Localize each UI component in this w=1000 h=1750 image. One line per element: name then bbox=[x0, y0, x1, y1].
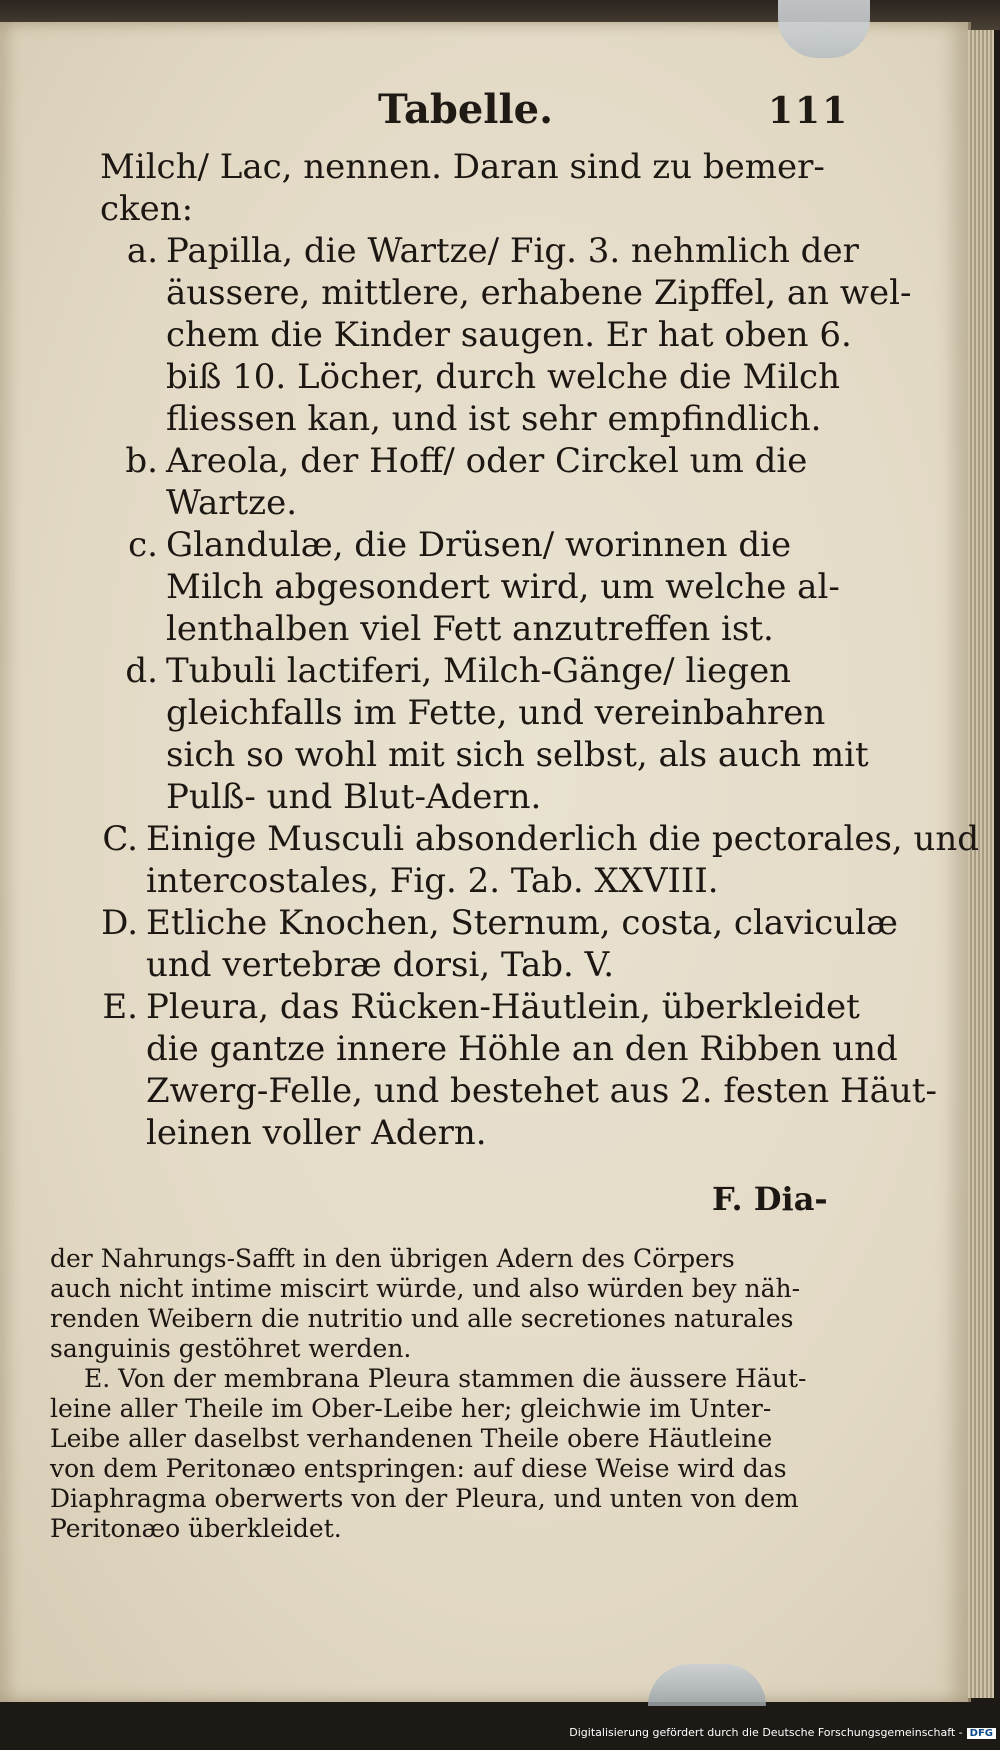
list-item-C bbox=[88, 818, 980, 902]
page-number: 111 bbox=[768, 90, 850, 132]
item-label: c. bbox=[128, 525, 158, 565]
text-line: biß 10. Löcher, durch welche die Milch bbox=[166, 357, 840, 397]
footnote-line: Leibe aller daselbst verhandenen Theile obere Häutleine bbox=[50, 1424, 773, 1453]
item-label: E. bbox=[102, 987, 138, 1027]
text-line: intercostales, Fig. 2. Tab. XXVIII. bbox=[146, 861, 719, 901]
footnote-line: renden Weibern die nutritio und alle secretiones naturales bbox=[50, 1304, 794, 1333]
text-line: Pleura, das Rücken-Häutlein, überkleidet bbox=[146, 987, 860, 1027]
footnote-line: leine aller Theile im Ober-Leibe her; gleichwie im Unter- bbox=[50, 1394, 772, 1423]
item-label: D. bbox=[101, 903, 138, 943]
item-body bbox=[166, 650, 869, 818]
text-line: Areola, der Hoff/ oder Circkel um die bbox=[166, 441, 808, 481]
list-item-D bbox=[88, 902, 898, 986]
text-line: sich so wohl mit sich selbst, als auch mit bbox=[166, 735, 869, 775]
text-line: Milch abgesondert wird, um welche al- bbox=[166, 567, 840, 607]
text-line: Pulß- und Blut-Adern. bbox=[166, 777, 542, 817]
text-line: Etliche Knochen, Sternum, costa, claviculæ bbox=[146, 903, 898, 943]
footnote-line: von dem Peritonæo entspringen: auf diese Weise wird das bbox=[50, 1454, 787, 1483]
item-body bbox=[146, 818, 979, 902]
footnote-line: Peritonæo überkleidet. bbox=[50, 1514, 342, 1543]
catchword: F. Dia- bbox=[712, 1180, 828, 1218]
digitization-credit bbox=[0, 1726, 996, 1739]
item-body bbox=[146, 986, 937, 1154]
list-item-d bbox=[100, 650, 869, 818]
text-line: Einige Musculi absonderlich die pectorales, und bbox=[146, 819, 980, 859]
text-line: Tubuli lactiferi, Milch-Gänge/ liegen bbox=[166, 651, 792, 691]
item-label: d. bbox=[125, 651, 158, 691]
text-line: leinen voller Adern. bbox=[146, 1113, 487, 1153]
item-body bbox=[166, 230, 911, 440]
list-item-E bbox=[88, 986, 937, 1154]
footnote-line: der Nahrungs-Safft in den übrigen Adern des Cörpers bbox=[50, 1244, 735, 1273]
item-label: C. bbox=[102, 819, 138, 859]
footnote-line: auch nicht intime miscirt würde, und also würden bey näh- bbox=[50, 1274, 801, 1303]
footnotes bbox=[50, 1244, 840, 1544]
list-item-c bbox=[100, 524, 840, 650]
footnote-line: sanguinis gestöhret werden. bbox=[50, 1334, 412, 1363]
credit-text: Digitalisierung gefördert durch die Deutsche Forschungsgemeinschaft - bbox=[569, 1726, 963, 1739]
text-line: äussere, mittlere, erhabene Zipffel, an wel- bbox=[166, 273, 912, 313]
item-label: a. bbox=[126, 231, 158, 271]
item-body bbox=[166, 440, 807, 524]
item-body bbox=[146, 902, 898, 986]
page-header bbox=[0, 86, 968, 136]
text-line: cken: bbox=[100, 189, 194, 229]
text-line: Papilla, die Wartze/ Fig. 3. nehmlich der bbox=[166, 231, 859, 271]
text-line: gleichfalls im Fette, und vereinbahren bbox=[166, 693, 826, 733]
text-line: und vertebræ dorsi, Tab. V. bbox=[146, 945, 615, 985]
dfg-logo: DFG bbox=[967, 1728, 996, 1739]
footnote-line: Diaphragma oberwerts von der Pleura, und unten von dem bbox=[50, 1484, 799, 1513]
text-line: Wartze. bbox=[166, 483, 298, 523]
item-label: b. bbox=[125, 441, 158, 481]
list-item-b bbox=[100, 440, 840, 524]
text-line: fliessen kan, und ist sehr empfindlich. bbox=[166, 399, 822, 439]
text-line: Zwerg-Felle, und bestehet aus 2. festen Häut- bbox=[146, 1071, 937, 1111]
footnote-line: E. Von der membrana Pleura stammen die äussere Häut- bbox=[84, 1364, 807, 1393]
item-body bbox=[166, 524, 840, 650]
list-item-a bbox=[100, 230, 912, 440]
text-line: Glandulæ, die Drüsen/ worinnen die bbox=[166, 525, 792, 565]
running-title: Tabelle. bbox=[378, 86, 554, 133]
main-text bbox=[100, 146, 980, 1154]
text-line: die gantze innere Höhle an den Ribben und bbox=[146, 1029, 898, 1069]
text-line: lenthalben viel Fett anzutreffen ist. bbox=[166, 609, 774, 649]
text-line: Milch/ Lac, nennen. Daran sind zu bemer- bbox=[100, 147, 825, 187]
text-line: chem die Kinder saugen. Er hat oben 6. bbox=[166, 315, 852, 355]
